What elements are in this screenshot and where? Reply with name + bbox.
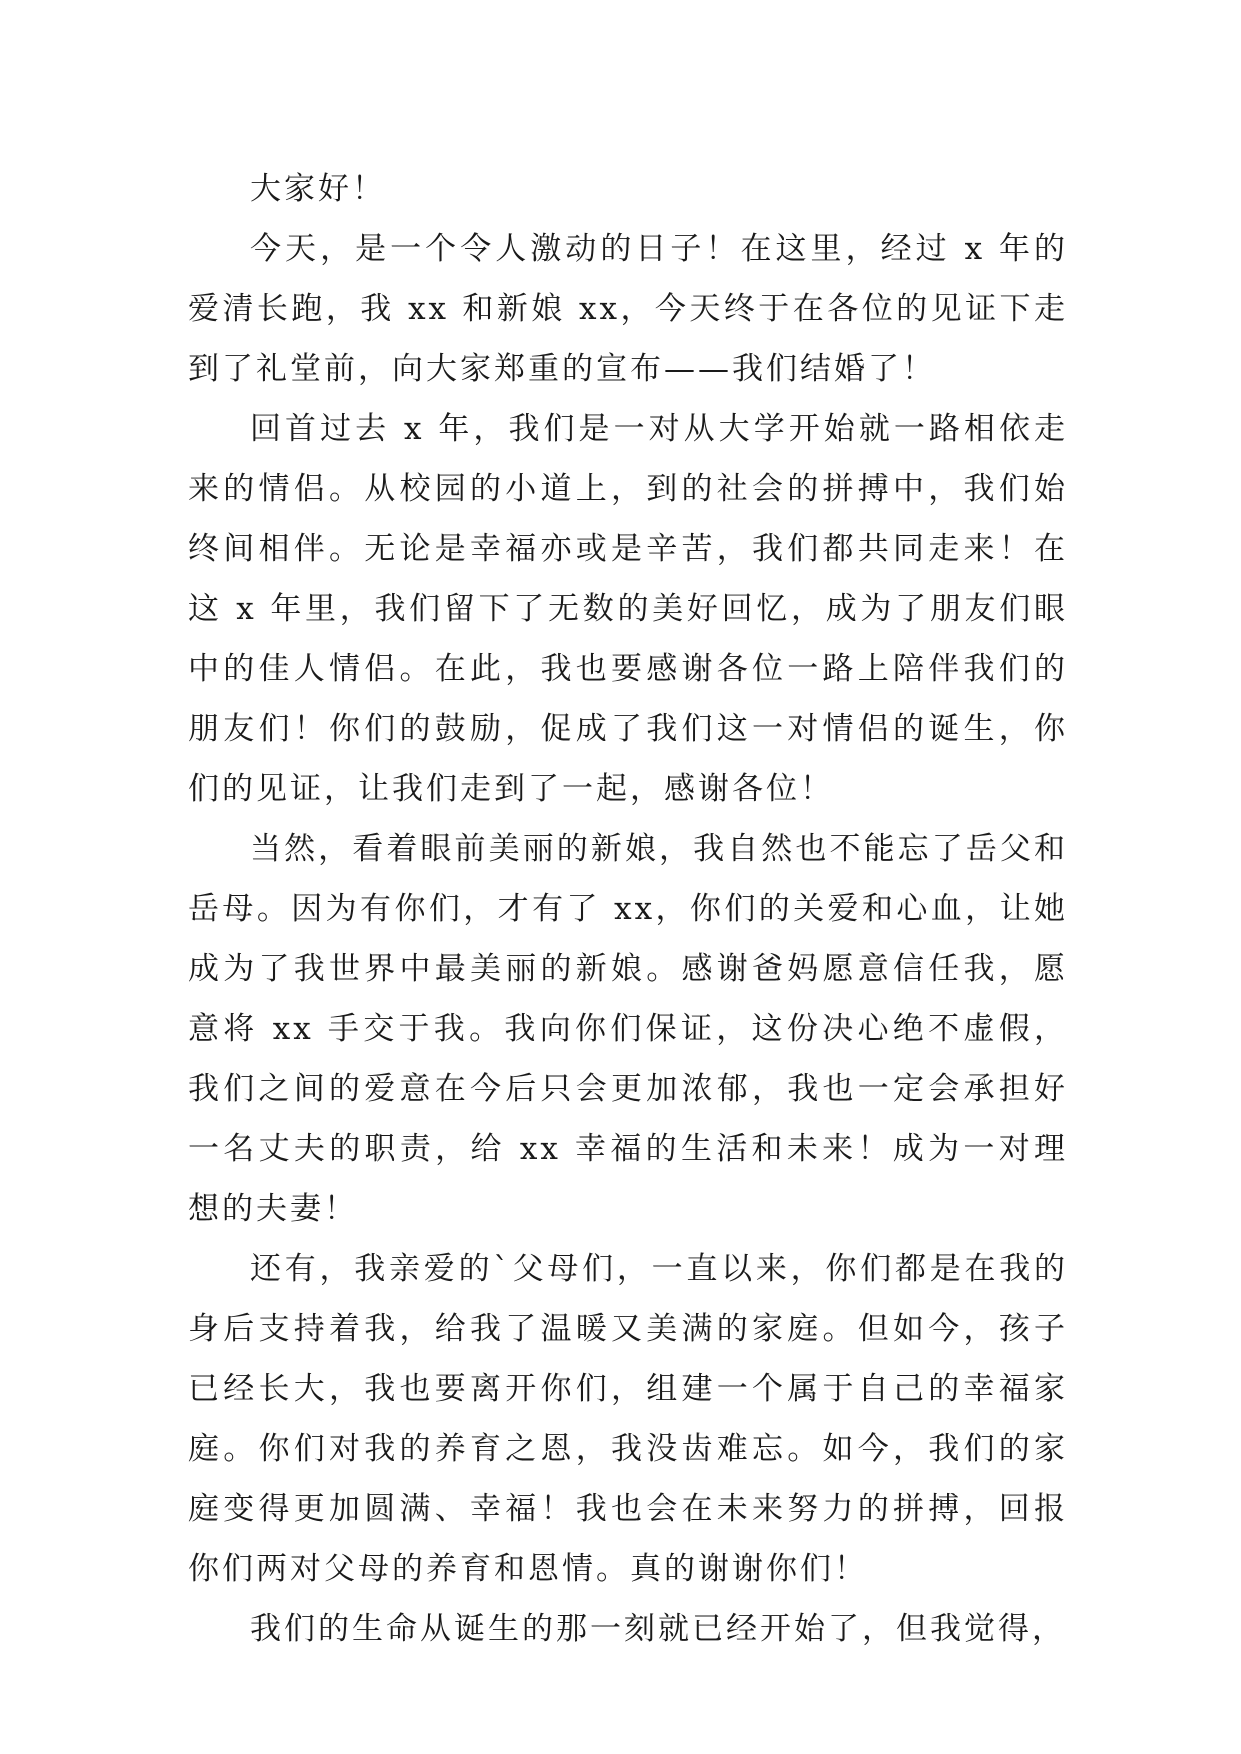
paragraph-parents: 还有，我亲爱的`父母们，一直以来，你们都是在我的身后支持着我，给我了温暖又美满的家庭。但如今，孩子已经长大，我也要离开你们，组建一个属于自己的幸福家庭。你们对我的养育之恩，我没齿难忘。如今，我们的家庭变得更加圆满、幸福！我也会在未来努力的拼搏，回报你们两对父母的养育和恩情。真的谢谢你们！ [188,1251,1068,1587]
paragraph-greeting: 大家好！ [250,171,386,207]
document-body [188,159,1068,1659]
paragraph-in-laws: 当然，看着眼前美丽的新娘，我自然也不能忘了岳父和岳母。因为有你们，才有了 xx，你们的关爱和心血，让她成为了我世界中最美丽的新娘。感谢爸妈愿意信任我，愿意将 xx 手交于我。我向你们保证，这份决心绝不虚假，我们之间的爱意在今后只会更加浓郁，我也一定会承担好一名丈夫的职责，给 xx 幸福的生活和未来！成为一对理想的夫妻！ [188,831,1068,1227]
paragraph-announcement: 今天，是一个令人激动的日子！在这里，经过 x 年的爱清长跑，我 xx 和新娘 xx，今天终于在各位的见证下走到了礼堂前，向大家郑重的宣布——我们结婚了！ [188,231,1068,387]
paragraph-life: 我们的生命从诞生的那一刻就已经开始了，但我觉得， [250,1611,1066,1647]
paragraph-memories: 回首过去 x 年，我们是一对从大学开始就一路相依走来的情侣。从校园的小道上，到的社会的拼搏中，我们始终间相伴。无论是幸福亦或是辛苦，我们都共同走来！在这 x 年里，我们留下了无数的美好回忆，成为了朋友们眼中的佳人情侣。在此，我也要感谢各位一路上陪伴我们的朋友们！你们的鼓励，促成了我们这一对情侣的诞生，你们的见证，让我们走到了一起，感谢各位！ [188,411,1068,807]
